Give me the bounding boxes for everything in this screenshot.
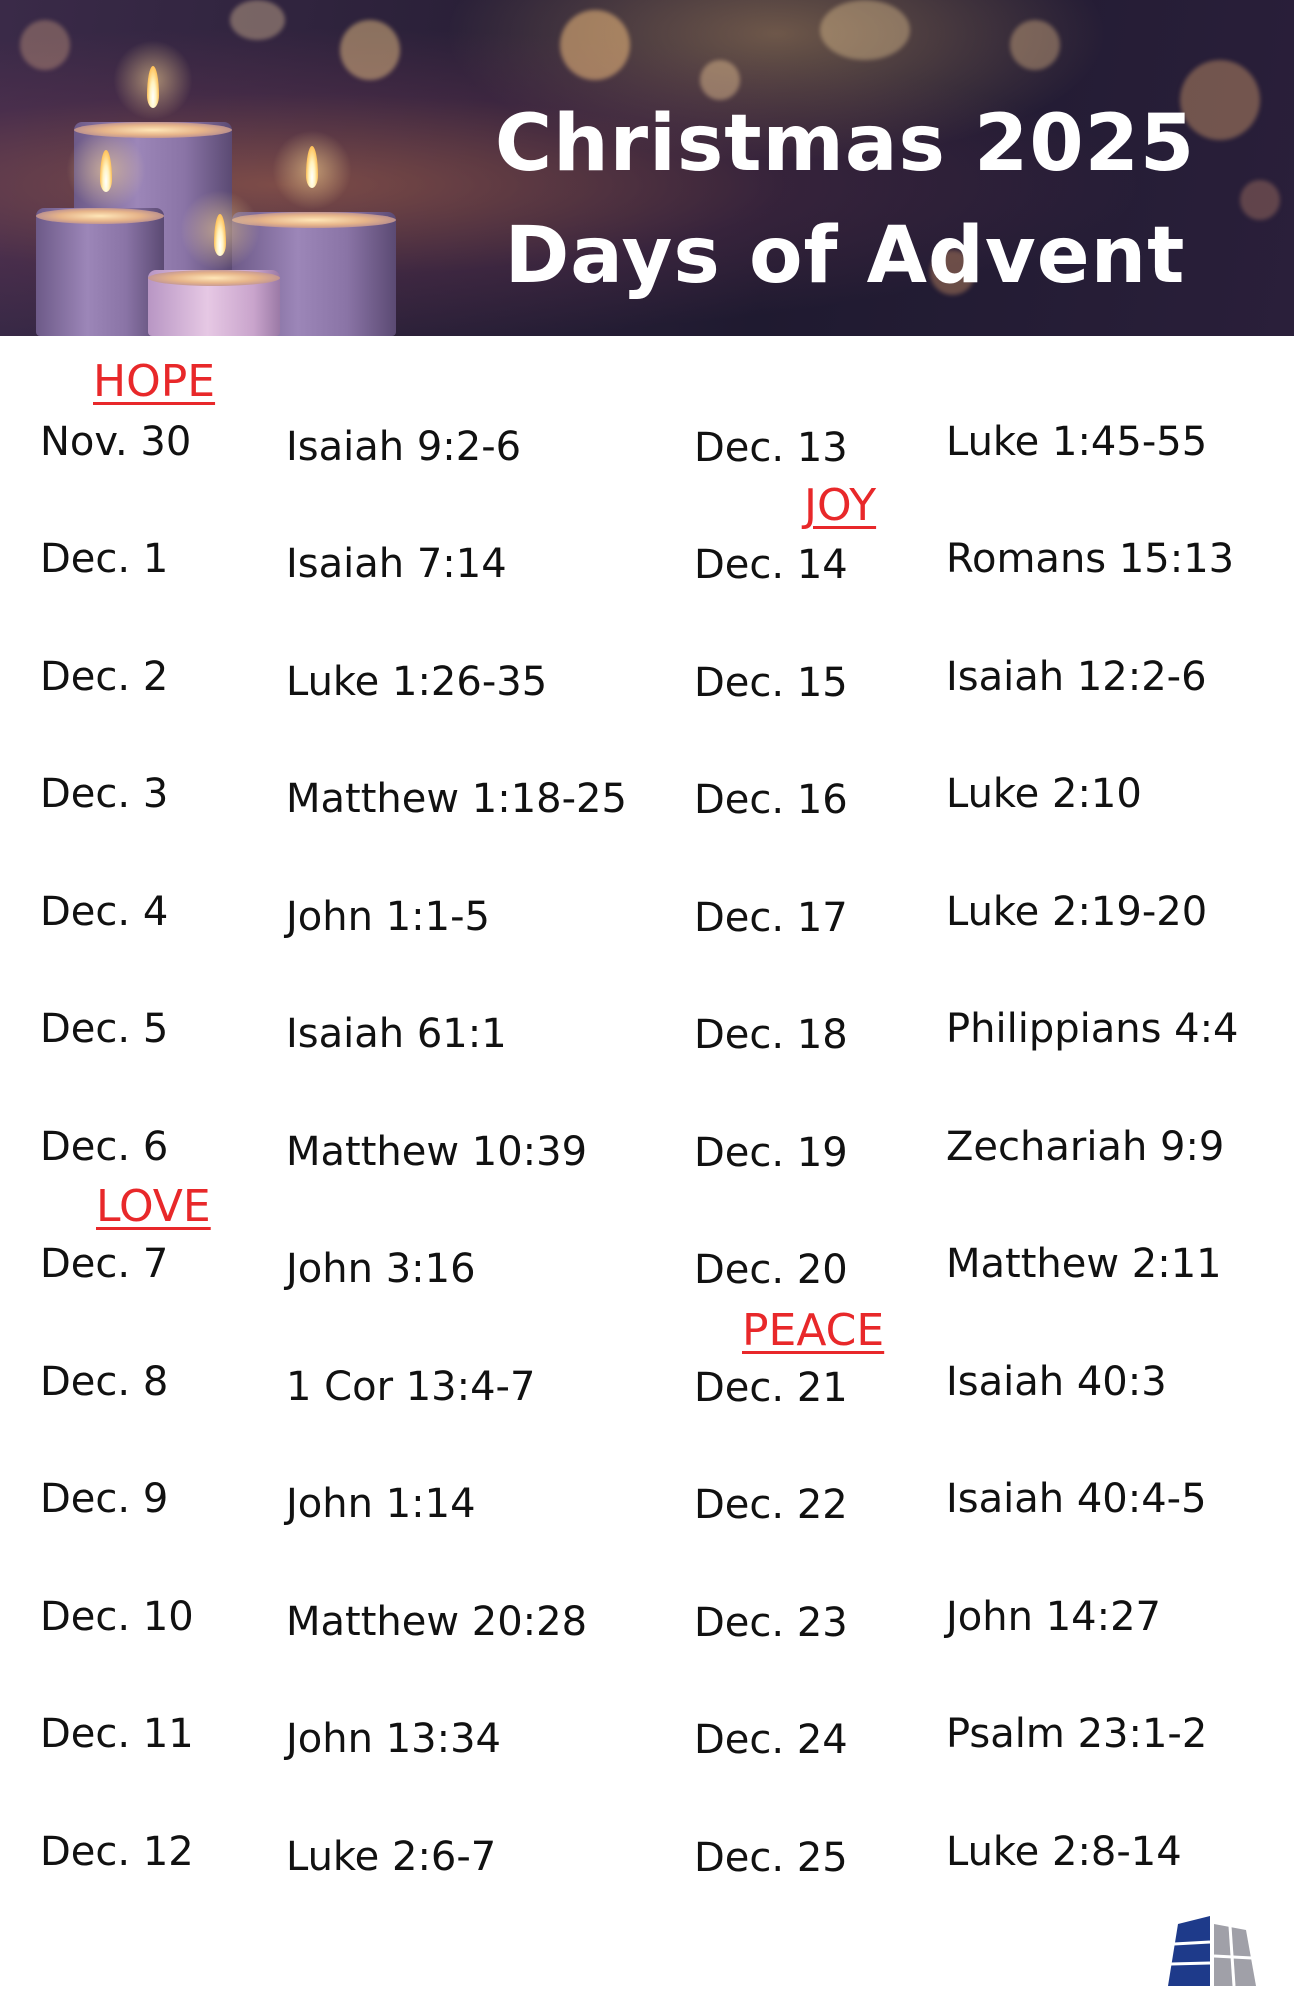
date-label: Dec. 7 (40, 1241, 169, 1287)
scripture-reading: Isaiah 9:2-6 (286, 424, 522, 470)
date-label: Dec. 11 (40, 1711, 194, 1757)
page-title (470, 88, 1220, 312)
title-line-2: Days of Advent (504, 211, 1186, 301)
date-label: Dec. 25 (694, 1835, 848, 1881)
scripture-reading: Isaiah 12:2-6 (946, 654, 1207, 700)
scripture-reading: John 14:27 (946, 1594, 1161, 1640)
date-label: Dec. 5 (40, 1006, 169, 1052)
date-label: Dec. 10 (40, 1594, 194, 1640)
header-banner (0, 0, 1294, 336)
scripture-reading: Psalm 23:1-2 (946, 1711, 1208, 1757)
date-label: Dec. 9 (40, 1476, 169, 1522)
date-label: Dec. 13 (694, 425, 848, 471)
scripture-reading: Luke 2:6-7 (286, 1834, 497, 1880)
scripture-reading: Luke 2:8-14 (946, 1829, 1182, 1875)
date-label: Dec. 2 (40, 654, 169, 700)
date-label: Dec. 1 (40, 536, 169, 582)
date-label: Dec. 15 (694, 660, 848, 706)
scripture-reading: Luke 1:45-55 (946, 419, 1208, 465)
date-label: Dec. 22 (694, 1482, 848, 1528)
scripture-reading: Isaiah 40:4-5 (946, 1476, 1207, 1522)
theme-love: LOVE (96, 1181, 211, 1232)
date-label: Dec. 19 (694, 1130, 848, 1176)
scripture-reading: John 1:1-5 (286, 894, 490, 940)
scripture-reading: Matthew 10:39 (286, 1129, 588, 1175)
scripture-reading: Luke 2:10 (946, 771, 1142, 817)
scripture-reading: Philippians 4:4 (946, 1006, 1239, 1052)
scripture-reading: John 13:34 (286, 1716, 501, 1762)
scripture-reading: 1 Cor 13:4-7 (286, 1364, 536, 1410)
scripture-reading: Romans 15:13 (946, 536, 1235, 582)
scripture-reading: Matthew 1:18-25 (286, 776, 627, 822)
theme-joy: JOY (804, 480, 877, 531)
theme-peace: PEACE (742, 1305, 885, 1356)
date-label: Dec. 12 (40, 1829, 194, 1875)
scripture-reading: Isaiah 40:3 (946, 1359, 1167, 1405)
scripture-reading: John 3:16 (286, 1246, 476, 1292)
date-label: Dec. 18 (694, 1012, 848, 1058)
scripture-reading: Isaiah 61:1 (286, 1011, 507, 1057)
scripture-reading: Isaiah 7:14 (286, 541, 507, 587)
scripture-reading: Matthew 20:28 (286, 1599, 588, 1645)
date-label: Dec. 14 (694, 542, 848, 588)
scripture-reading: Zechariah 9:9 (946, 1124, 1225, 1170)
scripture-reading: Luke 2:19-20 (946, 889, 1208, 935)
church-logo-icon (1164, 1916, 1258, 1988)
date-label: Dec. 21 (694, 1365, 848, 1411)
date-label: Dec. 8 (40, 1359, 169, 1405)
date-label: Dec. 20 (694, 1247, 848, 1293)
date-label: Nov. 30 (40, 419, 192, 465)
date-label: Dec. 16 (694, 777, 848, 823)
date-label: Dec. 17 (694, 895, 848, 941)
date-label: Dec. 23 (694, 1600, 848, 1646)
date-label: Dec. 3 (40, 771, 169, 817)
scripture-reading: John 1:14 (286, 1481, 476, 1527)
scripture-reading: Matthew 2:11 (946, 1241, 1222, 1287)
scripture-reading: Luke 1:26-35 (286, 659, 548, 705)
title-line-1: Christmas 2025 (494, 99, 1196, 189)
theme-hope: HOPE (93, 356, 216, 407)
date-label: Dec. 4 (40, 889, 169, 935)
date-label: Dec. 6 (40, 1124, 169, 1170)
date-label: Dec. 24 (694, 1717, 848, 1763)
